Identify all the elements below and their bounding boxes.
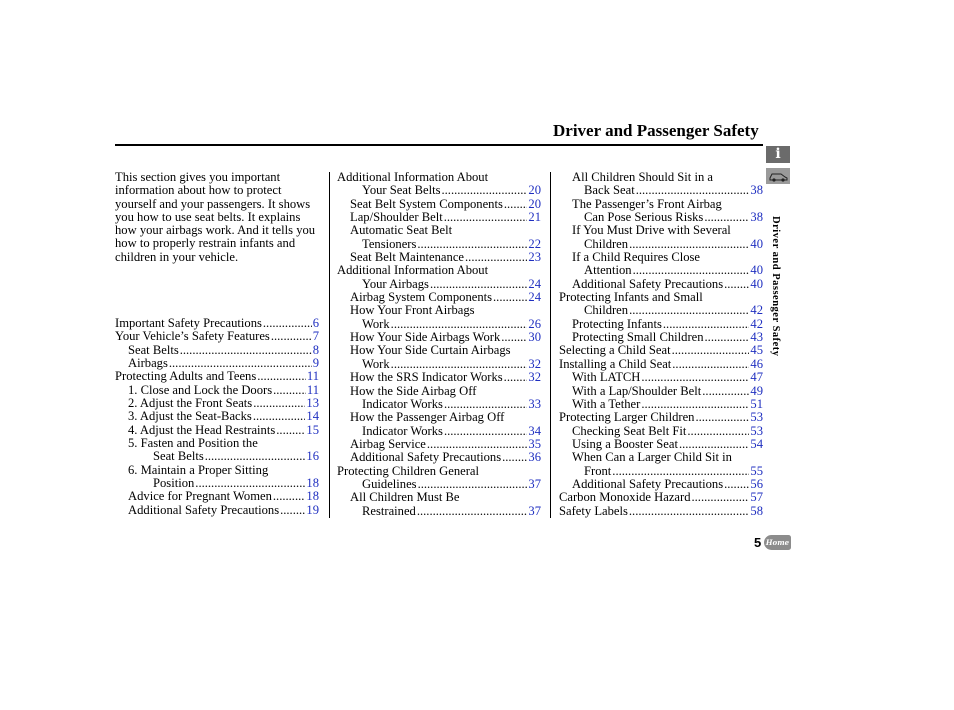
- toc-entry-title: Your Seat Belts: [362, 183, 441, 198]
- dot-leader: [629, 238, 749, 251]
- dot-leader: [253, 410, 306, 423]
- toc-entry[interactable]: [559, 344, 763, 357]
- toc-page-link[interactable]: 40: [750, 276, 763, 291]
- dot-leader: [417, 238, 527, 251]
- dot-leader: [427, 438, 528, 451]
- toc-page-link[interactable]: 36: [528, 450, 541, 465]
- toc-page-link[interactable]: 54: [750, 436, 763, 451]
- toc-page-link[interactable]: 30: [528, 330, 541, 345]
- toc-entry-title: All Children Must Be: [350, 490, 460, 505]
- column-divider-2: [550, 172, 551, 518]
- dot-leader: [430, 278, 527, 291]
- toc-entry[interactable]: [115, 410, 319, 423]
- toc-page-link[interactable]: 22: [528, 236, 541, 251]
- dot-leader: [641, 398, 749, 411]
- toc-entry[interactable]: [559, 411, 763, 424]
- toc-entry-title: If You Must Drive with Several: [572, 223, 731, 238]
- toc-entry-title: Airbag System Components: [350, 290, 493, 305]
- toc-entry-title: Restrained: [362, 503, 416, 518]
- toc-entry: [559, 224, 763, 237]
- toc-entry: [337, 385, 541, 398]
- toc-entry[interactable]: [559, 238, 763, 251]
- toc-page-link[interactable]: 16: [306, 449, 319, 464]
- toc-page-link[interactable]: 38: [750, 183, 763, 198]
- toc-entry-title: Tensioners: [362, 236, 417, 251]
- dot-leader: [391, 318, 528, 331]
- toc-page-link[interactable]: 45: [750, 343, 763, 358]
- toc-page-link[interactable]: 20: [528, 183, 541, 198]
- info-icon[interactable]: i: [766, 146, 790, 163]
- toc-page-link[interactable]: 42: [750, 316, 763, 331]
- toc-entry-title: Protecting Small Children: [572, 330, 704, 345]
- toc-entry[interactable]: [559, 465, 763, 478]
- dot-leader: [276, 424, 305, 437]
- toc-entry: [559, 251, 763, 264]
- toc-entry[interactable]: [559, 385, 763, 398]
- dot-leader: [444, 398, 527, 411]
- toc-page-link[interactable]: 49: [750, 383, 763, 398]
- toc-entry-title: All Children Should Sit in a: [572, 170, 713, 184]
- toc-entry-title: 2. Adjust the Front Seats: [128, 396, 253, 411]
- toc-entry[interactable]: [559, 371, 763, 384]
- dot-leader: [504, 198, 528, 211]
- toc-entry[interactable]: [559, 184, 763, 197]
- toc-entry-title: Attention: [584, 263, 632, 278]
- toc-entry-title: Automatic Seat Belt: [350, 223, 453, 238]
- toc-column-3: [559, 171, 763, 518]
- toc-entry-title: Work: [362, 356, 390, 371]
- dot-leader: [702, 385, 749, 398]
- toc-entry[interactable]: [559, 331, 763, 344]
- toc-entry-title: Children: [584, 236, 629, 251]
- toc-page-link[interactable]: 20: [528, 196, 541, 211]
- dot-leader: [417, 505, 528, 518]
- toc-page-link[interactable]: 11: [306, 369, 319, 384]
- toc-entry: [115, 464, 319, 477]
- toc-page-link[interactable]: 8: [312, 342, 319, 357]
- toc-entry-title: With a Lap/Shoulder Belt: [572, 383, 702, 398]
- toc-entry[interactable]: [115, 397, 319, 410]
- toc-entry[interactable]: [559, 278, 763, 291]
- dot-leader: [257, 370, 306, 383]
- toc-entry: [337, 304, 541, 317]
- toc-entry-title: Selecting a Child Seat: [559, 343, 671, 358]
- toc-entry-title: If a Child Requires Close: [572, 250, 701, 265]
- toc-entry[interactable]: [559, 505, 763, 518]
- column-divider-1: [329, 172, 330, 518]
- toc-page-link[interactable]: 26: [528, 316, 541, 331]
- dot-leader: [672, 344, 750, 357]
- toc-entry: [115, 437, 319, 450]
- toc-entry[interactable]: [337, 505, 541, 518]
- toc-entry[interactable]: [337, 211, 541, 224]
- toc-entry-title: 1. Close and Lock the Doors: [128, 382, 273, 397]
- toc-entry[interactable]: [115, 490, 319, 503]
- toc-entry[interactable]: [115, 504, 319, 517]
- home-button[interactable]: Home: [764, 535, 791, 550]
- toc-entry-title: Position: [153, 476, 195, 491]
- toc-entry[interactable]: [559, 304, 763, 317]
- toc-entry: [337, 491, 541, 504]
- toc-page-link[interactable]: 24: [528, 290, 541, 305]
- toc-page-link[interactable]: 6: [312, 316, 319, 330]
- dot-leader: [501, 331, 527, 344]
- toc-entry-title: Indicator Works: [362, 423, 443, 438]
- toc-entry-title: How Your Side Airbags Work: [350, 330, 501, 345]
- toc-entry[interactable]: [115, 384, 319, 397]
- toc-entry[interactable]: [115, 424, 319, 437]
- toc-page-link[interactable]: 33: [528, 396, 541, 411]
- toc-entry-title: The Passenger’s Front Airbag: [572, 196, 722, 211]
- dot-leader: [418, 478, 528, 491]
- dot-leader: [263, 317, 312, 330]
- title-rule: [115, 144, 763, 146]
- toc-page-link[interactable]: 23: [528, 250, 541, 265]
- toc-entry[interactable]: [337, 291, 541, 304]
- toc-entry[interactable]: [115, 317, 319, 330]
- toc-entry-title: 3. Adjust the Seat-Backs: [128, 409, 252, 424]
- dot-leader: [391, 358, 528, 371]
- toc-entry: [559, 451, 763, 464]
- dot-leader: [724, 478, 749, 491]
- side-section-label: Driver and Passenger Safety: [770, 216, 781, 357]
- intro-paragraph: This section gives you important information about how to protect yourself and your passengers. It shows you how to use seat belts. It explains how your airbags work. And it tells you how to properly restrain infants and children in your vehicle.: [115, 170, 316, 264]
- dot-leader: [493, 291, 527, 304]
- toc-page-link[interactable]: 35: [528, 436, 541, 451]
- dot-leader: [679, 438, 749, 451]
- toc-entry[interactable]: [115, 477, 319, 490]
- toc-entry-title: Airbag Service: [350, 436, 426, 451]
- toc-entry-title: Lap/Shoulder Belt: [350, 210, 443, 225]
- dot-leader: [195, 477, 305, 490]
- dot-leader: [502, 451, 527, 464]
- toc-entry[interactable]: [337, 331, 541, 344]
- toc-entry-title: How the Passenger Airbag Off: [350, 410, 505, 425]
- toc-entry-title: Guidelines: [362, 476, 417, 491]
- toc-entry[interactable]: [337, 438, 541, 451]
- toc-entry[interactable]: [337, 198, 541, 211]
- toc-column-1: [115, 317, 319, 517]
- toc-page-link[interactable]: 32: [528, 356, 541, 371]
- dot-leader: [273, 384, 306, 397]
- toc-entry[interactable]: [559, 358, 763, 371]
- toc-entry[interactable]: [337, 398, 541, 411]
- toc-entry: [337, 465, 541, 478]
- toc-entry-title: Your Vehicle’s Safety Features: [115, 329, 270, 344]
- toc-entry-title: How Your Side Curtain Airbags: [350, 343, 511, 358]
- toc-page-link[interactable]: 13: [306, 396, 319, 411]
- dot-leader: [442, 184, 528, 197]
- toc-entry[interactable]: [115, 344, 319, 357]
- toc-entry-title: Additional Safety Precautions: [572, 476, 724, 491]
- toc-entry-title: Checking Seat Belt Fit: [572, 423, 687, 438]
- toc-page-link[interactable]: 14: [306, 409, 319, 424]
- toc-entry-title: Your Airbags: [362, 276, 429, 291]
- dot-leader: [687, 425, 749, 438]
- toc-entry-title: Additional Safety Precautions: [350, 450, 502, 465]
- toc-entry[interactable]: [559, 425, 763, 438]
- toc-entry: [337, 264, 541, 277]
- toc-entry[interactable]: [115, 370, 319, 383]
- toc-page-link[interactable]: 58: [750, 503, 763, 518]
- toc-entry-title: Important Safety Precautions: [115, 316, 262, 330]
- dot-leader: [612, 465, 749, 478]
- toc-entry-title: With LATCH: [572, 370, 641, 385]
- dot-leader: [205, 450, 306, 463]
- toc-page-link[interactable]: 40: [750, 263, 763, 278]
- toc-entry-title: Indicator Works: [362, 396, 443, 411]
- page-number: 5: [754, 535, 762, 550]
- toc-entry[interactable]: [559, 398, 763, 411]
- toc-entry[interactable]: [337, 278, 541, 291]
- toc-page-link[interactable]: 43: [750, 330, 763, 345]
- dot-leader: [695, 411, 749, 424]
- toc-entry-title: Additional Safety Precautions: [128, 502, 280, 517]
- toc-entry[interactable]: [337, 184, 541, 197]
- toc-entry-title: Front: [584, 463, 612, 478]
- toc-entry-title: How Your Front Airbags: [350, 303, 475, 318]
- toc-page-link[interactable]: 9: [312, 356, 319, 371]
- toc-entry-title: Protecting Larger Children: [559, 410, 695, 425]
- car-icon[interactable]: [766, 168, 790, 184]
- toc-entry-title: Children: [584, 303, 629, 318]
- dot-leader: [633, 264, 750, 277]
- dot-leader: [704, 211, 749, 224]
- dot-leader: [444, 211, 528, 224]
- dot-leader: [636, 184, 750, 197]
- toc-page-link[interactable]: 56: [750, 476, 763, 491]
- toc-entry-title: 6. Maintain a Proper Sitting: [128, 462, 269, 477]
- dot-leader: [641, 371, 749, 384]
- toc-page-link[interactable]: 53: [750, 410, 763, 425]
- toc-page-link[interactable]: 42: [750, 303, 763, 318]
- toc-entry[interactable]: [559, 318, 763, 331]
- toc-entry[interactable]: [559, 478, 763, 491]
- toc-entry: [337, 171, 541, 184]
- dot-leader: [169, 357, 312, 370]
- dot-leader: [180, 344, 312, 357]
- toc-entry-title: Airbags: [128, 356, 168, 371]
- toc-page-link[interactable]: 21: [528, 210, 541, 225]
- toc-entry-title: Advice for Pregnant Women: [128, 489, 272, 504]
- toc-page-link[interactable]: 37: [528, 476, 541, 491]
- toc-entry[interactable]: [559, 264, 763, 277]
- toc-entry-title: Carbon Monoxide Hazard: [559, 490, 691, 505]
- dot-leader: [672, 358, 749, 371]
- toc-entry-title: 5. Fasten and Position the: [128, 436, 258, 451]
- toc-entry-title: Seat Belt System Components: [350, 196, 503, 211]
- toc-entry[interactable]: [115, 450, 319, 463]
- toc-entry[interactable]: [559, 211, 763, 224]
- toc-entry-title: Seat Belts: [153, 449, 204, 464]
- toc-entry[interactable]: [337, 425, 541, 438]
- toc-entry-title: 4. Adjust the Head Restraints: [128, 422, 276, 437]
- toc-entry-title: Work: [362, 316, 390, 331]
- toc-entry-title: When Can a Larger Child Sit in: [572, 450, 732, 465]
- toc-column-2: [337, 171, 541, 518]
- toc-entry-title: With a Tether: [572, 396, 641, 411]
- toc-page-link[interactable]: 57: [750, 490, 763, 505]
- dot-leader: [629, 304, 749, 317]
- dot-leader: [724, 278, 749, 291]
- toc-entry: [337, 224, 541, 237]
- toc-entry[interactable]: [559, 438, 763, 451]
- toc-page-link[interactable]: 15: [306, 422, 319, 437]
- toc-page-link[interactable]: 18: [306, 476, 319, 491]
- toc-entry-title: Additional Information About: [337, 263, 489, 278]
- toc-entry[interactable]: [337, 238, 541, 251]
- dot-leader: [465, 251, 527, 264]
- toc-page-link[interactable]: 7: [312, 329, 319, 344]
- dot-leader: [273, 490, 306, 503]
- toc-page-link[interactable]: 11: [306, 382, 319, 397]
- toc-entry-title: How the Side Airbag Off: [350, 383, 477, 398]
- dot-leader: [444, 425, 527, 438]
- toc-entry-title: Back Seat: [584, 183, 635, 198]
- toc-entry-title: Additional Safety Precautions: [572, 276, 724, 291]
- toc-entry[interactable]: [115, 357, 319, 370]
- toc-entry[interactable]: [337, 371, 541, 384]
- toc-entry: [559, 291, 763, 304]
- toc-page-link[interactable]: 53: [750, 423, 763, 438]
- toc-entry-title: Using a Booster Seat: [572, 436, 678, 451]
- dot-leader: [504, 371, 528, 384]
- dot-leader: [705, 331, 750, 344]
- toc-entry[interactable]: [337, 478, 541, 491]
- toc-entry: [337, 344, 541, 357]
- toc-page-link[interactable]: 51: [750, 396, 763, 411]
- dot-leader: [253, 397, 305, 410]
- toc-page-link[interactable]: 19: [306, 502, 319, 517]
- toc-entry[interactable]: [337, 251, 541, 264]
- toc-page-link[interactable]: 37: [528, 503, 541, 518]
- toc-page-link[interactable]: 47: [750, 370, 763, 385]
- toc-entry-title: Seat Belts: [128, 342, 179, 357]
- dot-leader: [692, 491, 750, 504]
- toc-entry[interactable]: [337, 358, 541, 371]
- toc-entry-title: Installing a Child Seat: [559, 356, 672, 371]
- toc-page-link[interactable]: 34: [528, 423, 541, 438]
- toc-entry[interactable]: [337, 451, 541, 464]
- toc-entry-title: Can Pose Serious Risks: [584, 210, 704, 225]
- toc-entry-title: Protecting Children General: [337, 463, 479, 478]
- toc-page-link[interactable]: 46: [750, 356, 763, 371]
- toc-entry-title: How the SRS Indicator Works: [350, 370, 503, 385]
- dot-leader: [629, 505, 750, 518]
- toc-entry: [559, 198, 763, 211]
- toc-page-link[interactable]: 24: [528, 276, 541, 291]
- toc-entry-title: Seat Belt Maintenance: [350, 250, 465, 265]
- dot-leader: [271, 330, 312, 343]
- toc-entry-title: Protecting Infants and Small: [559, 290, 703, 305]
- toc-entry[interactable]: [559, 491, 763, 504]
- toc-entry-title: Additional Information About: [337, 170, 489, 184]
- toc-page-link[interactable]: 18: [306, 489, 319, 504]
- toc-page-link[interactable]: 55: [750, 463, 763, 478]
- toc-page-link[interactable]: 38: [750, 210, 763, 225]
- toc-entry[interactable]: [115, 330, 319, 343]
- toc-entry: [559, 171, 763, 184]
- toc-entry[interactable]: [337, 318, 541, 331]
- toc-page-link[interactable]: 32: [528, 370, 541, 385]
- toc-entry-title: Safety Labels: [559, 503, 628, 518]
- dot-leader: [280, 504, 305, 517]
- toc-entry-title: Protecting Adults and Teens: [115, 369, 257, 384]
- toc-entry: [337, 411, 541, 424]
- page-title: Driver and Passenger Safety: [553, 121, 759, 140]
- dot-leader: [663, 318, 750, 331]
- toc-page-link[interactable]: 40: [750, 236, 763, 251]
- toc-entry-title: Protecting Infants: [572, 316, 662, 331]
